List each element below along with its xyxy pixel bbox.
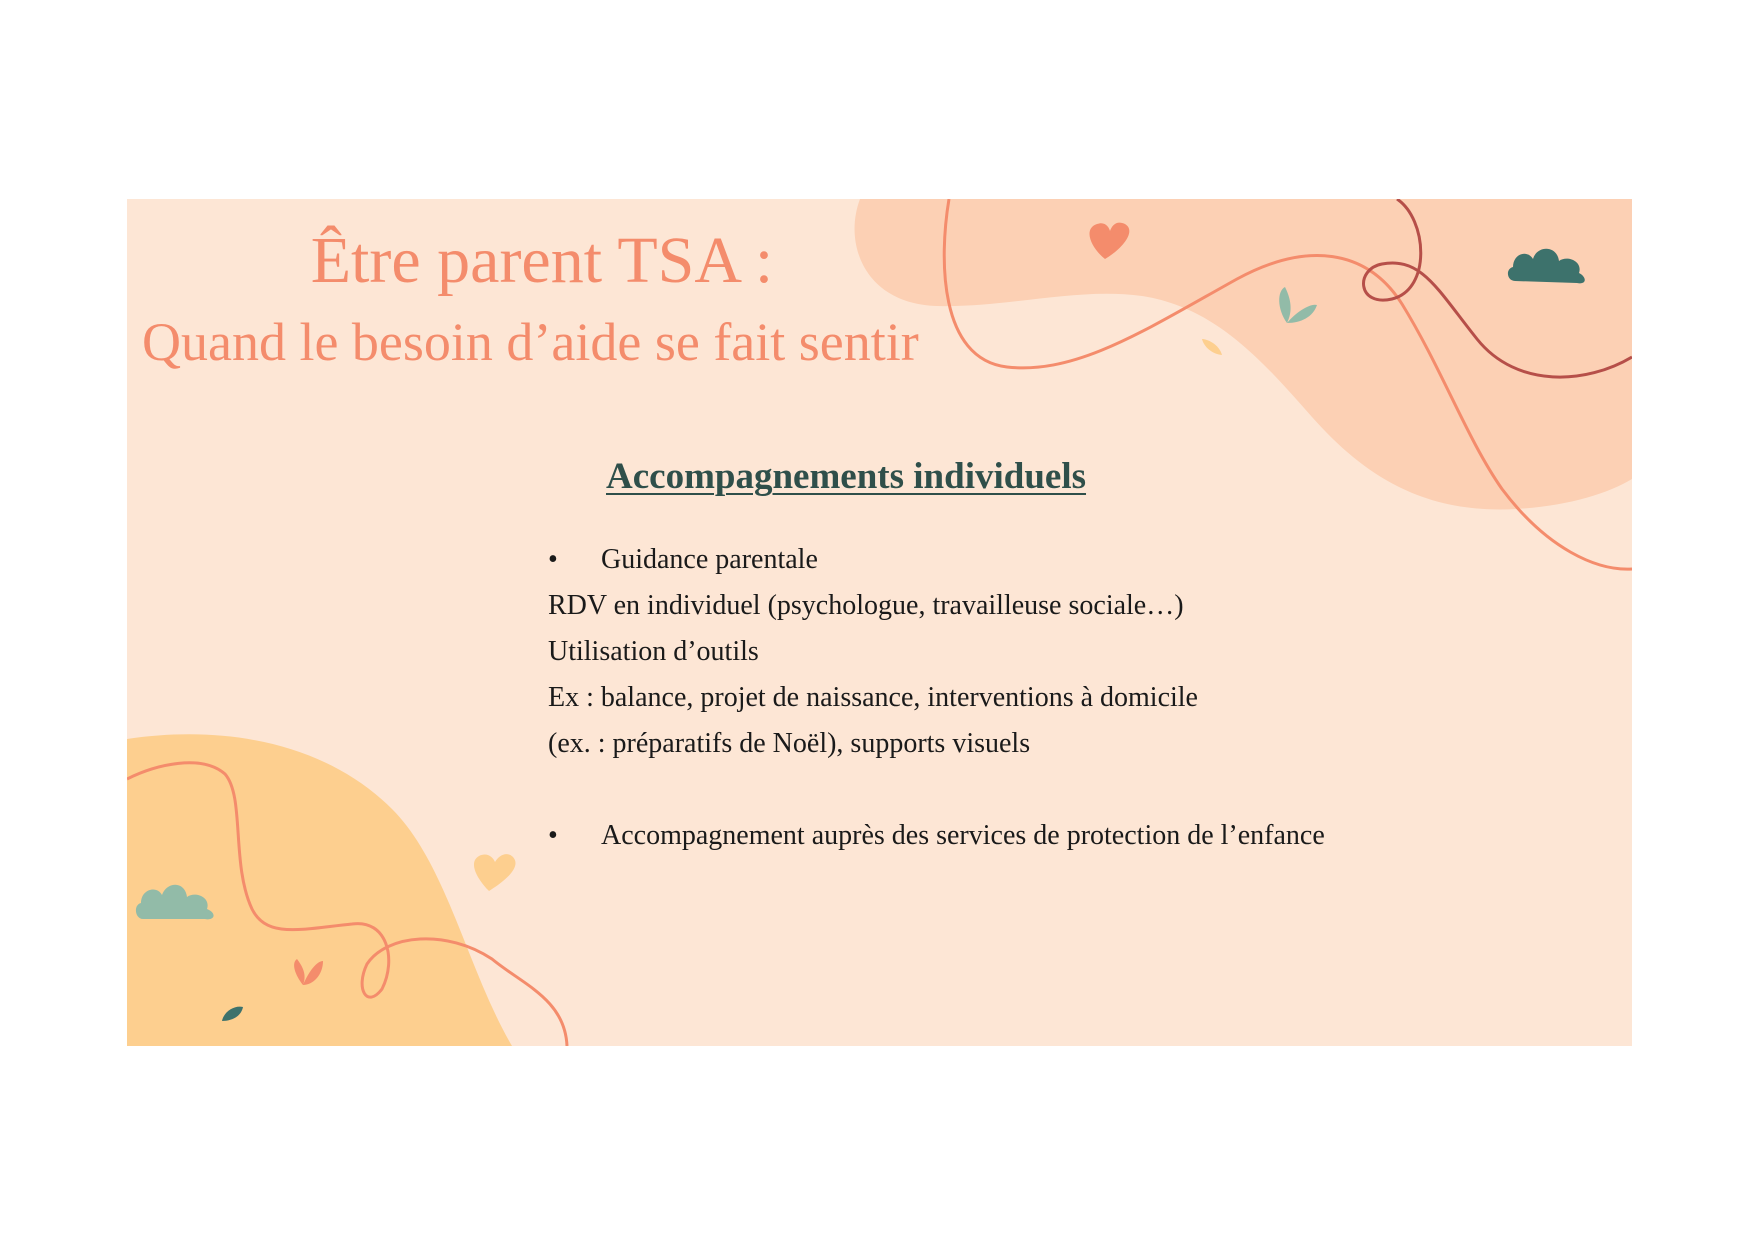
slide bbox=[127, 199, 1632, 1046]
slide-body bbox=[548, 537, 1378, 859]
detail-line: Ex : balance, projet de naissance, interventions à domicile bbox=[548, 682, 1198, 713]
bullet-item bbox=[548, 813, 1361, 859]
slide-subtitle: Quand le besoin d’aide se fait sentir bbox=[142, 312, 919, 372]
bullet-text: Guidance parentale bbox=[601, 544, 818, 575]
detail-line: Utilisation d’outils bbox=[548, 636, 759, 667]
slide-title: Être parent TSA : bbox=[310, 224, 774, 297]
yellow-blob bbox=[127, 734, 512, 1046]
section-heading: Accompagnements individuels bbox=[606, 456, 1087, 497]
bullet-item bbox=[548, 537, 1378, 583]
detail-line: (ex. : préparatifs de Noël), supports visuels bbox=[548, 728, 1031, 759]
detail-line: RDV en individuel (psychologue, travailleuse sociale…) bbox=[548, 590, 1184, 621]
bullet-symbol: • bbox=[548, 820, 558, 851]
leaf-icon bbox=[1202, 339, 1222, 355]
spacer bbox=[548, 767, 1378, 813]
bullet-text: Accompagnement auprès des services de protection de l’enfance bbox=[601, 820, 1325, 851]
bullet-symbol: • bbox=[548, 544, 558, 575]
heart-icon bbox=[474, 854, 516, 891]
